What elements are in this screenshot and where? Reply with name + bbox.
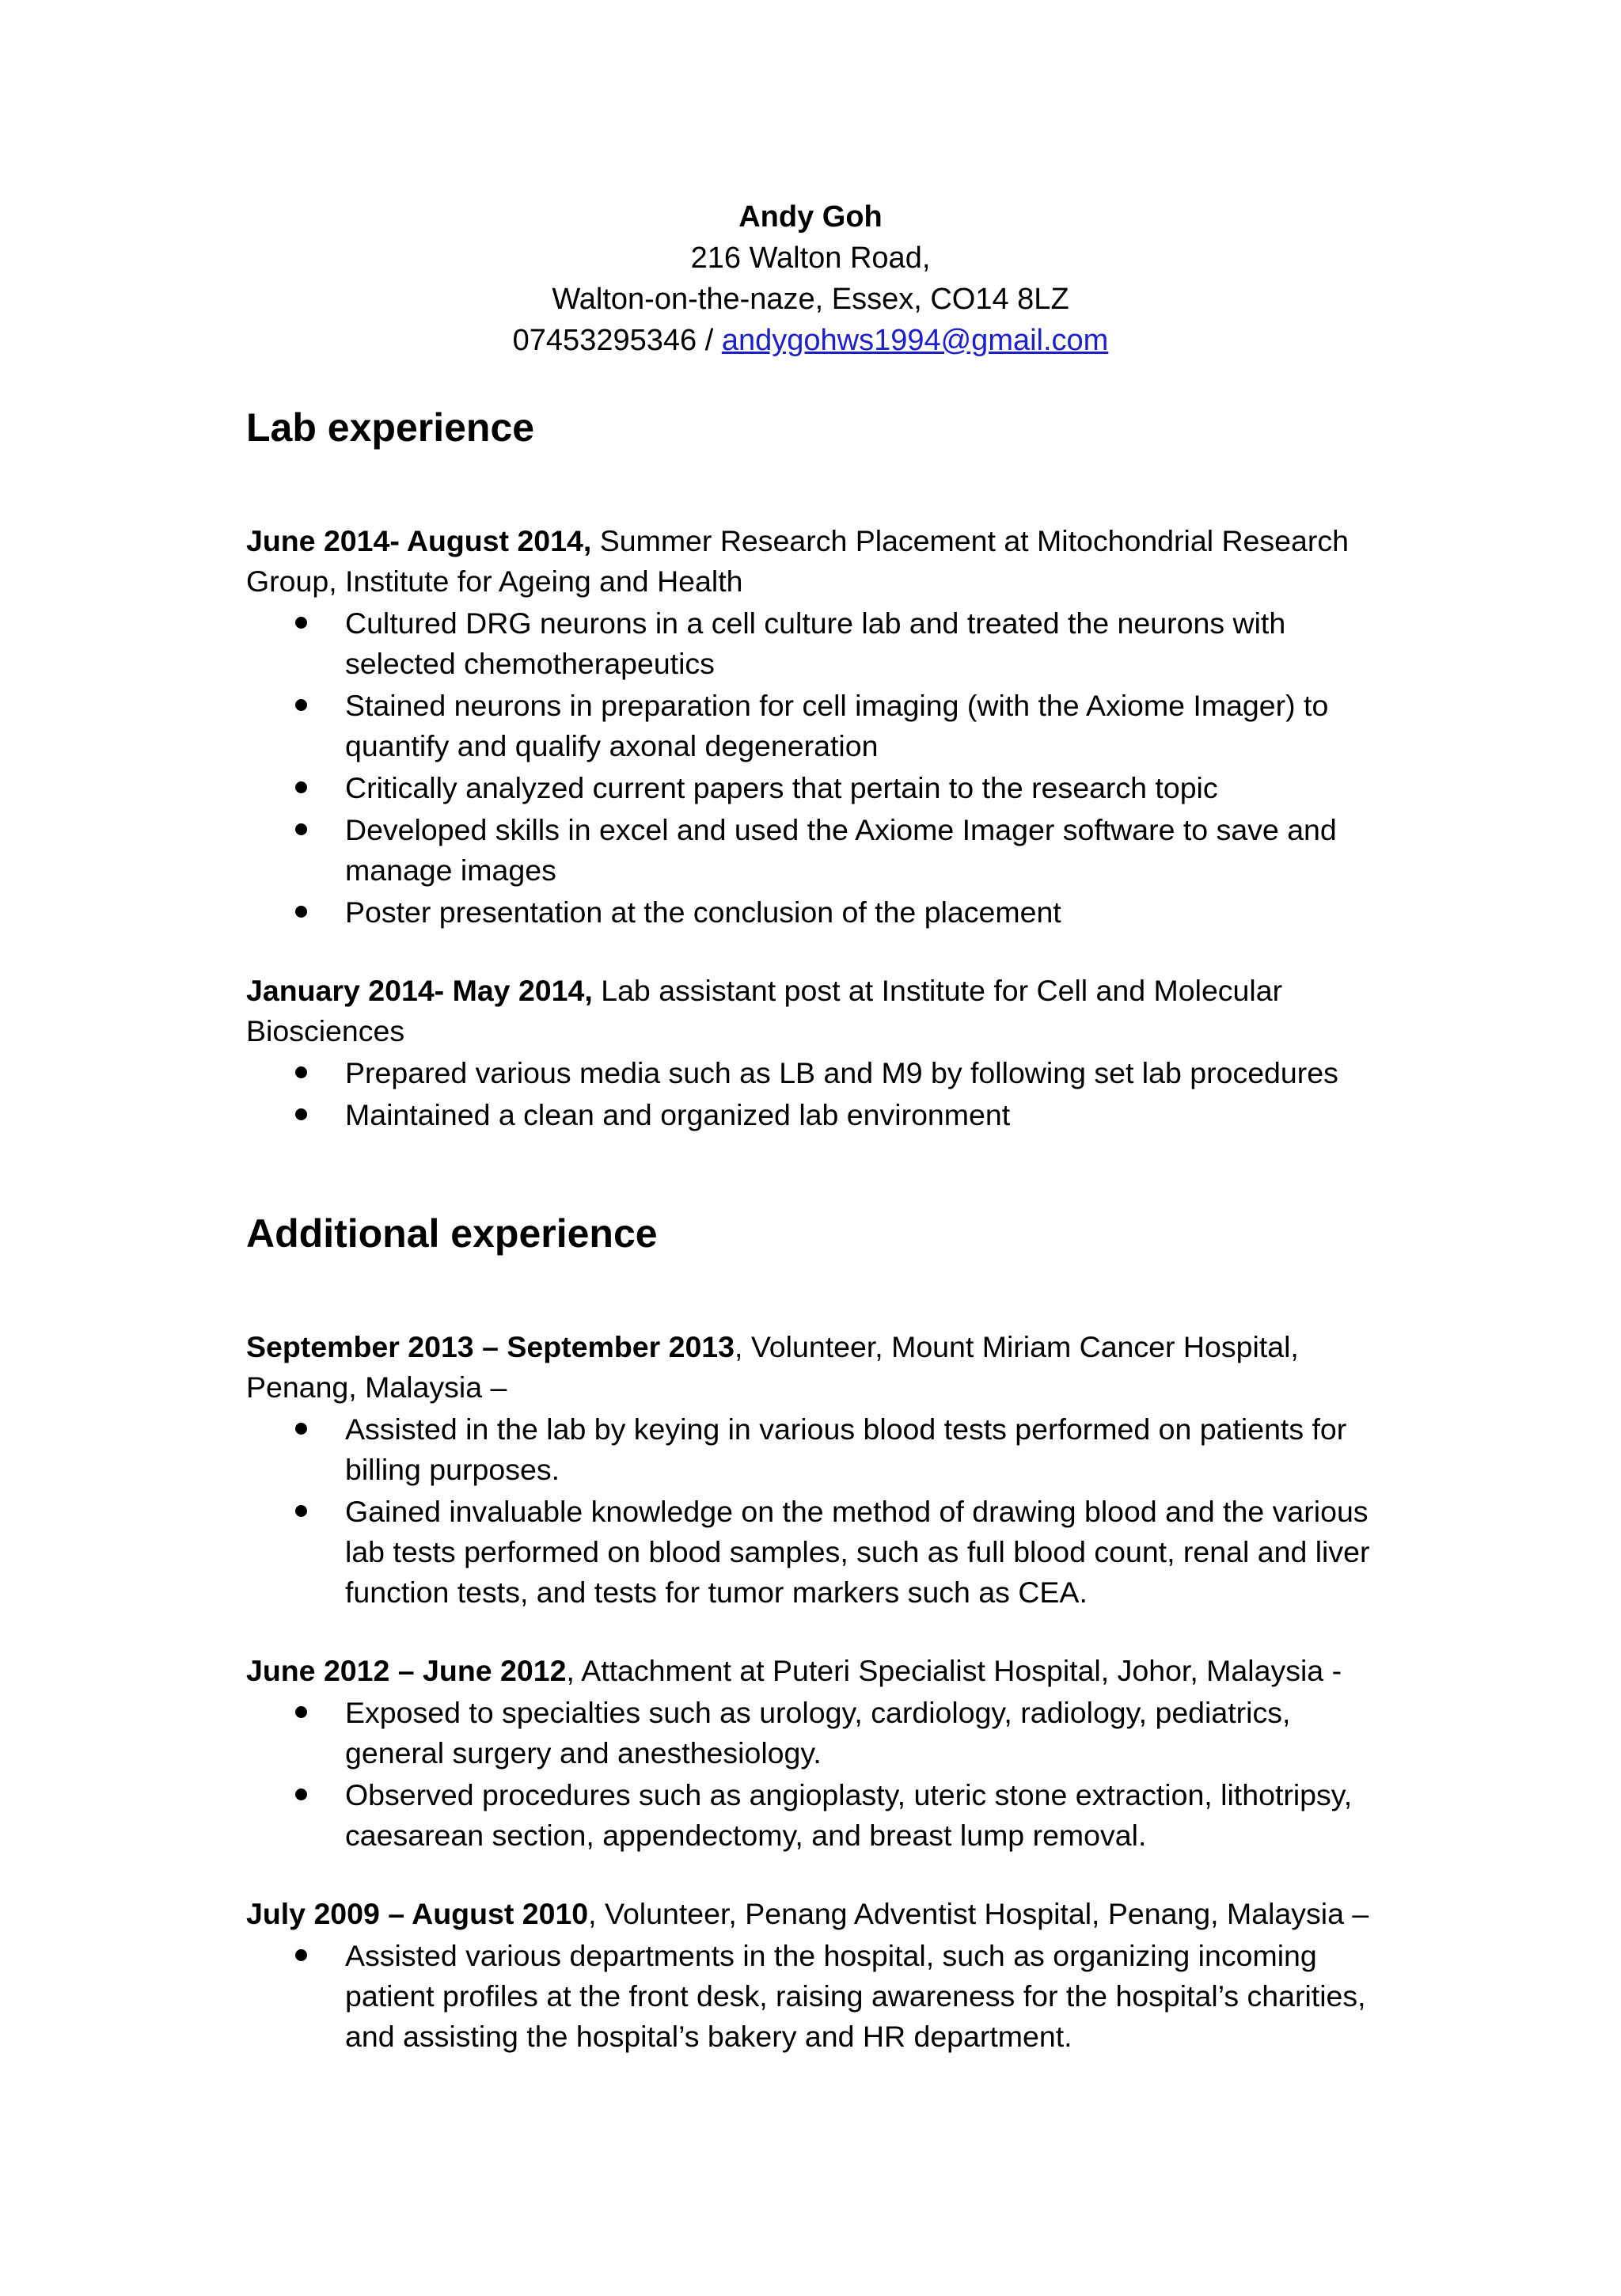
entry-heading xyxy=(246,971,1386,1051)
entry-bullet-list xyxy=(246,603,1386,933)
bullet-item xyxy=(246,1775,1386,1856)
bullet-item xyxy=(246,1053,1386,1093)
email-link[interactable]: andygohws1994@gmail.com xyxy=(721,324,1109,357)
entry-dates: June 2014- August 2014, xyxy=(246,524,592,557)
bullet-text: Exposed to specialties such as urology, cardiology, radiology, pediatrics, general surgery and anesthesiology. xyxy=(345,1696,1291,1770)
experience-entry xyxy=(246,971,1386,1135)
entry-heading xyxy=(246,1327,1386,1408)
bullet-item xyxy=(246,892,1386,933)
experience-entry xyxy=(246,521,1386,933)
entry-heading xyxy=(246,1894,1386,1934)
bullet-item xyxy=(246,810,1386,891)
bullet-text: Assisted various departments in the hospital, such as organizing incoming patient profiles at the front desk, raising awareness for the hospital’s charities, and assisting the hospital’s bakery and HR department. xyxy=(345,1939,1366,2053)
section-heading-lab-experience: Lab experience xyxy=(246,405,535,450)
entry-description: Lab assistant post at Institute for Cell and Molecular Biosciences xyxy=(246,974,1283,1047)
entry-description: , Volunteer, Mount Miriam Cancer Hospital, Penang, Malaysia – xyxy=(246,1330,1299,1404)
entry-dates: July 2009 – August 2010 xyxy=(246,1897,589,1930)
bullet-dot-icon xyxy=(295,617,307,629)
entry-description: Summer Research Placement at Mitochondrial Research Group, Institute for Ageing and Health xyxy=(246,524,1349,598)
bullet-text: Observed procedures such as angioplasty, uteric stone extraction, lithotripsy, caesarean section, appendectomy, and breast lump removal. xyxy=(345,1778,1353,1852)
bullet-text: Prepared various media such as LB and M9 by following set lab procedures xyxy=(345,1056,1338,1089)
bullet-dot-icon xyxy=(295,1066,307,1078)
bullet-dot-icon xyxy=(295,823,307,835)
entry-description: , Volunteer, Penang Adventist Hospital, Penang, Malaysia – xyxy=(588,1897,1369,1930)
experience-entry xyxy=(246,1651,1386,1856)
entry-bullet-list xyxy=(246,1409,1386,1613)
bullet-dot-icon xyxy=(295,1706,307,1718)
bullet-text: Assisted in the lab by keying in various blood tests performed on patients for billing purposes. xyxy=(345,1412,1347,1486)
bullet-item xyxy=(246,1492,1386,1613)
candidate-name: Andy Goh xyxy=(738,200,883,234)
bullet-text: Critically analyzed current papers that pertain to the research topic xyxy=(345,771,1218,804)
bullet-text: Gained invaluable knowledge on the method of drawing blood and the various lab tests performed on blood samples, such as full blood count, renal and liver function tests, and tests for tumor markers such as CEA. xyxy=(345,1495,1370,1609)
bullet-text: Developed skills in excel and used the Axiome Imager software to save and manage images xyxy=(345,813,1337,887)
bullet-item xyxy=(246,1936,1386,2057)
bullet-item xyxy=(246,686,1386,766)
entry-bullet-list xyxy=(246,1053,1386,1135)
bullet-dot-icon xyxy=(295,1108,307,1120)
bullet-item xyxy=(246,1409,1386,1490)
bullet-dot-icon xyxy=(295,1505,307,1517)
experience-entry xyxy=(246,1894,1386,2057)
experience-entry xyxy=(246,1327,1386,1613)
entry-dates: June 2012 – June 2012 xyxy=(246,1654,567,1687)
entry-heading xyxy=(246,1651,1386,1691)
resume-body xyxy=(246,396,1386,2095)
contact-header xyxy=(0,196,1621,361)
bullet-text: Poster presentation at the conclusion of the placement xyxy=(345,895,1061,929)
section-heading-additional-experience: Additional experience xyxy=(246,1211,658,1256)
bullet-item xyxy=(246,1693,1386,1773)
bullet-item xyxy=(246,1095,1386,1135)
bullet-dot-icon xyxy=(295,1949,307,1961)
contact-separator: / xyxy=(697,324,722,357)
bullet-text: Stained neurons in preparation for cell imaging (with the Axiome Imager) to quantify and qualify axonal degeneration xyxy=(345,689,1329,762)
bullet-item xyxy=(246,603,1386,684)
entry-dates: September 2013 – September 2013 xyxy=(246,1330,735,1363)
address-line-1: 216 Walton Road, xyxy=(690,241,931,275)
section-spacer xyxy=(246,1173,1386,1202)
phone-number: 07453295346 xyxy=(512,324,697,357)
contact-line xyxy=(0,320,1621,361)
bullet-dot-icon xyxy=(295,1789,307,1800)
bullet-dot-icon xyxy=(295,906,307,918)
bullet-item xyxy=(246,768,1386,808)
entry-dates: January 2014- May 2014, xyxy=(246,974,593,1007)
entry-heading xyxy=(246,521,1386,602)
bullet-dot-icon xyxy=(295,781,307,793)
address-line-2: Walton-on-the-naze, Essex, CO14 8LZ xyxy=(552,283,1069,316)
entry-bullet-list xyxy=(246,1936,1386,2057)
bullet-text: Maintained a clean and organized lab environment xyxy=(345,1098,1011,1131)
entry-description: , Attachment at Puteri Specialist Hospital, Johor, Malaysia - xyxy=(566,1654,1342,1687)
bullet-text: Cultured DRG neurons in a cell culture lab and treated the neurons with selected chemotherapeutics xyxy=(345,606,1286,680)
entry-bullet-list xyxy=(246,1693,1386,1856)
bullet-dot-icon xyxy=(295,1423,307,1435)
bullet-dot-icon xyxy=(295,699,307,711)
